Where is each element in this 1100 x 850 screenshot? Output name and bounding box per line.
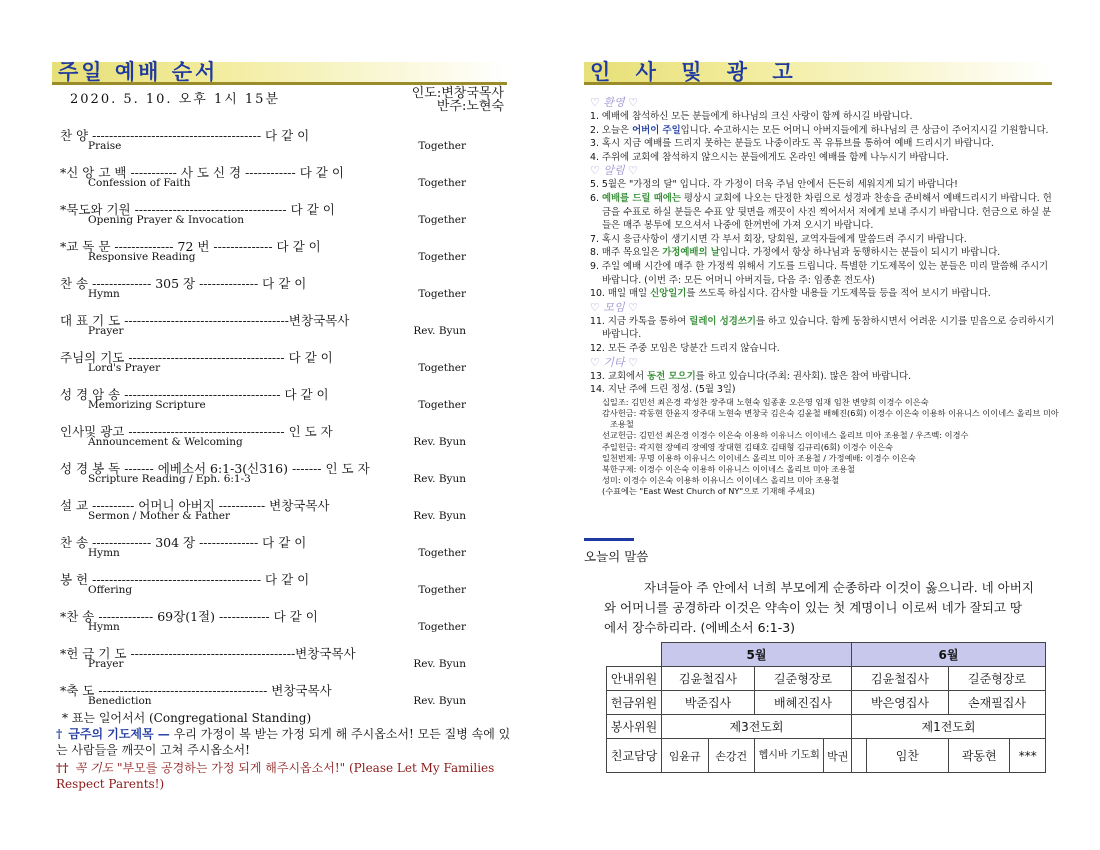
item-ko: *교 독 문 -------------- 72 번 -------------- 다 같 이 xyxy=(60,239,321,254)
ann-8 xyxy=(590,246,1060,260)
ann-10 xyxy=(590,287,1060,301)
ann-12: 12. 모든 주중 모임은 당분간 드리지 않습니다. xyxy=(590,342,780,354)
category-etc: ♡ 기타 ♡ xyxy=(590,355,638,369)
offering-line: 성미: 이경수 이은숙 이용하 이유니스 이이네스 올리브 미아 조용철 xyxy=(602,475,840,486)
service-item xyxy=(60,570,510,607)
offering-line: 선교헌금: 김민선 최은경 이경수 이은숙 이용하 이유니스 이이네스 올리브 미아 조용철 / 우즈벡: 이경수 xyxy=(602,430,969,441)
table-cell: 박은영집사 xyxy=(852,691,949,715)
prayer-text: 우리 가정이 복 받는 가정 되게 해 주시옵소서! 모든 질병 속에 있는 사람들을 깨끗이 고쳐 주시옵소서! xyxy=(56,727,511,757)
ann-text: 를 하고 있습니다. 함께 동참하시면서 어려운 시기를 믿음으로 승리하시기 바랍니다. xyxy=(602,315,1055,341)
table-corner xyxy=(607,643,662,667)
ann-highlight: 릴레이 성경쓰기 xyxy=(689,315,756,327)
table-cell: 박권 xyxy=(824,739,852,773)
prayer-notes xyxy=(56,710,512,792)
table-cell: 임윤규 xyxy=(662,739,709,773)
offering-line: (수표에는 "East West Church of NY"으로 기재해 주세요) xyxy=(602,486,815,497)
table-cell: 임찬 xyxy=(866,739,948,773)
offering-line: 십일조: 김민선 최은경 곽성찬 장주대 노현숙 임종훈 오은영 임재 임찬 변양희 이경수 이은숙 xyxy=(602,396,929,407)
table-cell: 박준집사 xyxy=(662,691,755,715)
ann-highlight: 예배를 드릴 때에는 xyxy=(601,192,681,204)
divider xyxy=(584,538,634,541)
table-cell: 손강건 xyxy=(708,739,755,773)
ann-highlight: 신앙일기 xyxy=(650,288,687,300)
must-text: "부모를 공경하는 가정 되게 해주시옵소서!" (Please Let My Families Respect Parents!) xyxy=(56,761,495,791)
cross-icon: † xyxy=(56,727,63,741)
item-ko: 대 표 기 도 ---------------------------------------변창국목사 xyxy=(60,313,350,328)
item-by: Together xyxy=(418,621,466,633)
ann-text: 를 하고 있습니다(주최: 권사회). 많은 참여 바랍니다. xyxy=(695,370,912,382)
double-cross-icon: †† xyxy=(56,761,69,775)
item-by: Together xyxy=(418,584,466,596)
service-item xyxy=(60,237,510,274)
item-by: Together xyxy=(418,288,466,300)
ann-text: 13. 교회에서 xyxy=(590,370,648,382)
item-ko: *신 앙 고 백 ----------- 사 도 신 경 ------------ 다 같 이 xyxy=(60,165,344,180)
table-cell: 헵시바 기도회 xyxy=(755,739,824,773)
service-item xyxy=(60,533,510,570)
ann-11 xyxy=(590,315,1060,342)
ann-2 xyxy=(590,124,1060,138)
service-item xyxy=(60,385,510,422)
todays-word-header xyxy=(584,538,648,565)
service-item xyxy=(60,311,510,348)
item-ko: 성 경 암 송 ------------------------------------- 다 같 이 xyxy=(60,387,329,402)
item-en: Lord's Prayer xyxy=(88,362,161,374)
month-may: 5월 xyxy=(662,643,852,667)
ann-7: 7. 혹시 응급사항이 생기시면 각 부서 회장, 당회원, 교역자들에게 말씀드려 주시기 바랍니다. xyxy=(590,233,967,245)
service-item xyxy=(60,348,510,385)
table-cell: 손재필집사 xyxy=(949,691,1046,715)
item-by: Together xyxy=(418,140,466,152)
standing-note: * 표는 일어서서 (Congregational Standing) xyxy=(62,711,312,725)
item-ko: 설 교 ---------- 어머니 아버지 ----------- 변창국목사 xyxy=(60,498,330,513)
item-by: Together xyxy=(418,177,466,189)
must-prayer xyxy=(56,760,512,792)
service-item xyxy=(60,459,510,496)
item-en: Announcement & Welcoming xyxy=(88,436,243,448)
item-ko: 찬 송 -------------- 304 장 -------------- 다 같 이 xyxy=(60,535,307,550)
ann-4: 4. 주위에 교회에 참석하지 않으시는 분들에게도 온라인 예배를 함께 나누시기 바랍니다. xyxy=(590,151,949,163)
row-label: 안내위원 xyxy=(607,667,662,691)
item-ko: 성 경 봉 독 ------- 에베소서 6:1-3(신316) ------- 인 도 자 xyxy=(60,461,370,476)
item-ko: 인사및 광고 ------------------------------------- 인 도 자 xyxy=(60,424,333,439)
table-cell: 김윤철집사 xyxy=(662,667,755,691)
item-en: Offering xyxy=(88,584,133,596)
ann-text: 입니다. 가정에서 항상 하나님과 동행하시는 분들이 되시기 바랍니다. xyxy=(719,247,1001,259)
leader-info xyxy=(378,87,504,113)
announcements-title: 인 사 및 광 고 xyxy=(590,60,802,84)
table-header-row xyxy=(607,643,1046,667)
item-ko: 찬 송 -------------- 305 장 -------------- 다 같 이 xyxy=(60,276,307,291)
ann-1: 1. 예배에 참석하신 모든 분들에게 하나님의 크신 사랑이 함께 하시길 바랍니다. xyxy=(590,111,913,122)
right-header-bar xyxy=(584,62,1052,85)
item-en: Prayer xyxy=(88,658,124,670)
item-ko: 찬 양 ---------------------------------------- 다 같 이 xyxy=(60,128,310,143)
item-by: Together xyxy=(418,362,466,374)
table-row xyxy=(607,739,1046,773)
item-en: Responsive Reading xyxy=(88,251,196,263)
item-by: Rev. Byun xyxy=(413,473,466,485)
item-by: Rev. Byun xyxy=(413,325,466,337)
ann-text: 2. 오늘은 xyxy=(590,124,633,136)
item-by: Together xyxy=(418,547,466,559)
service-item xyxy=(60,607,510,644)
ann-highlight: 어버이 주일 xyxy=(632,124,681,136)
service-item xyxy=(60,126,510,163)
item-by: Rev. Byun xyxy=(413,436,466,448)
service-item xyxy=(60,163,510,200)
item-ko: *찬 송 ------------- 69장(1절) ------------ 다 같 이 xyxy=(60,609,318,624)
ann-text: 평상시 교회에 나오는 단정한 차림으로 성경과 찬송을 준비해서 예배드리시기 바랍니다. 헌금을 수표로 하실 분들은 수표 앞 뒷면을 깨끗이 사진 찍어서서 저에게 보내 주시기 바랍니다. 헌금으로 하실 분들은 매주 봉투에 모으셔서 나중에 한꺼번에 가져 오시기 바랍니다. xyxy=(602,192,1052,232)
item-en: Hymn xyxy=(88,547,120,559)
ann-9: 9. 주일 예배 시간에 매주 한 가정씩 위해서 기도를 드립니다. 특별한 기도제목이 있는 분들은 미리 말씀해 주시기 바랍니다. (이번 주: 모든 어머니 아버지들, 다음 주: 임종훈 전도사) xyxy=(590,260,1049,286)
item-by: Together xyxy=(418,214,466,226)
accompanist-line: 반주:노현숙 xyxy=(436,99,504,114)
item-en: Confession of Faith xyxy=(88,177,191,189)
ann-text: 11. 지금 카톡을 통하여 xyxy=(590,315,690,327)
ann-5: 5. 5월은 "가정의 달" 입니다. 각 가정이 더욱 주님 안에서 든든히 세워지게 되기 바랍니다! xyxy=(590,179,958,191)
announcements xyxy=(590,96,1060,498)
table-cell xyxy=(852,739,867,773)
must-label: 꼭 기도 xyxy=(74,761,114,775)
ann-text: 입니다. 수고하시는 모든 어머니 아버지들에게 하나님의 큰 상급이 주어지시길 기원합니다. xyxy=(680,124,1049,136)
ann-13 xyxy=(590,370,1060,384)
item-ko: *헌 금 기 도 ---------------------------------------변창국목사 xyxy=(60,646,356,661)
table-row xyxy=(607,691,1046,715)
item-en: Sermon / Mother & Father xyxy=(88,510,231,522)
item-ko: 봉 헌 ---------------------------------------- 다 같 이 xyxy=(60,572,310,587)
leader-line: 인도:변창국목사 xyxy=(411,86,504,101)
ann-text: 6. xyxy=(590,192,602,204)
ann-text: 10. 매일 매일 xyxy=(590,288,651,300)
ann-highlight: 동전 모으기 xyxy=(647,370,696,382)
left-header-bar xyxy=(52,62,507,85)
service-order-list xyxy=(60,126,510,718)
item-en: Hymn xyxy=(88,621,120,633)
prayer-title: 금주의 기도제목 — xyxy=(68,727,170,741)
duty-roster-table xyxy=(606,642,1046,773)
service-item xyxy=(60,422,510,459)
ann-text: 를 쓰도록 하십시다. 감사할 내용들 기도제목들 등을 적어 보시기 바랍니다. xyxy=(686,288,991,300)
item-by: Rev. Byun xyxy=(413,510,466,522)
offering-line: 북한구제: 이경수 이은숙 이용하 이유니스 이이네스 올리브 미아 조용철 xyxy=(602,463,855,474)
table-cell: 김윤철집사 xyxy=(852,667,949,691)
item-by: Together xyxy=(418,251,466,263)
table-cell: 길준형장로 xyxy=(949,667,1046,691)
offering-line: 감사헌금: 곽동현 한윤지 장주대 노현숙 변창국 김은숙 김윤철 배혜진(6회) 이경수 이은숙 이용하 이유니스 이이네스 올리브 미아 조용철 xyxy=(602,407,1059,430)
row-label: 봉사위원 xyxy=(607,715,662,739)
service-item xyxy=(60,200,510,237)
item-en: Scripture Reading / Eph. 6:1-3 xyxy=(88,473,251,485)
item-en: Prayer xyxy=(88,325,124,337)
table-row xyxy=(607,715,1046,739)
service-item xyxy=(60,644,510,681)
offering-line: 일천번제: 무명 이용하 이유니스 이이네스 올리브 미아 조용철 / 가정예배: 이경수 이은숙 xyxy=(602,452,916,463)
item-ko: 주님의 기도 ------------------------------------- 다 같 이 xyxy=(60,350,333,365)
verse-text: 자녀들아 주 안에서 너희 부모에게 순종하라 이것이 옳으니라. 네 아버지와 어머니를 공경하라 이것은 약속이 있는 첫 계명이니 이로써 네가 잘되고 땅에서 장수하리라. (에베소서 6:1-3) xyxy=(604,580,1034,635)
ann-3: 3. 혹시 지금 예배를 드리지 못하는 분들도 나중이라도 꼭 유튜브를 통하여 예배 드리시기 바랍니다. xyxy=(590,138,994,150)
item-by: Together xyxy=(418,399,466,411)
table-cell: *** xyxy=(1010,739,1046,773)
category-notice: ♡ 알림 ♡ xyxy=(590,164,638,178)
table-cell: 길준형장로 xyxy=(755,667,852,691)
offering-line: 주일헌금: 곽지현 장예리 장예영 장대현 김태호 김태형 김규리(6회) 이경수 이은숙 xyxy=(602,441,893,452)
todays-word-title: 오늘의 말씀 xyxy=(584,549,649,564)
service-item xyxy=(60,496,510,533)
ann-6 xyxy=(590,192,1060,233)
weekly-prayer xyxy=(56,726,512,758)
table-cell: 제3전도회 xyxy=(662,715,852,739)
table-cell: 제1전도회 xyxy=(852,715,1046,739)
table-row xyxy=(607,667,1046,691)
item-by: Rev. Byun xyxy=(413,658,466,670)
item-en: Praise xyxy=(88,140,122,152)
item-by: Rev. Byun xyxy=(413,695,466,707)
ann-highlight: 가정예배의 날 xyxy=(662,247,720,259)
table-cell: 배혜진집사 xyxy=(755,691,852,715)
item-en: Benediction xyxy=(88,695,152,707)
row-label: 친교담당 xyxy=(607,739,662,773)
item-ko: *축 도 ---------------------------------------- 변창국목사 xyxy=(60,683,332,698)
ann-text: 8. 매주 목요일은 xyxy=(590,247,663,259)
service-date: 2020. 5. 10. 오후 1시 15분 xyxy=(70,92,281,107)
item-en: Opening Prayer & Invocation xyxy=(88,214,244,226)
service-item xyxy=(60,274,510,311)
item-ko: *묵도와 기원 ------------------------------------ 다 같 이 xyxy=(60,202,335,217)
ann-14: 14. 지난 주에 드린 정성. (5월 3일) xyxy=(590,384,736,396)
row-label: 헌금위원 xyxy=(607,691,662,715)
offering-list xyxy=(590,397,1060,498)
item-en: Hymn xyxy=(88,288,120,300)
month-june: 6월 xyxy=(852,643,1046,667)
service-order-title: 주일 예배 순서 xyxy=(58,60,219,84)
category-meeting: ♡ 모임 ♡ xyxy=(590,300,638,314)
category-welcome: ♡ 환영 ♡ xyxy=(590,96,638,109)
table-cell: 곽동현 xyxy=(949,739,1010,773)
item-en: Memorizing Scripture xyxy=(88,399,206,411)
bible-verse xyxy=(604,578,1034,638)
